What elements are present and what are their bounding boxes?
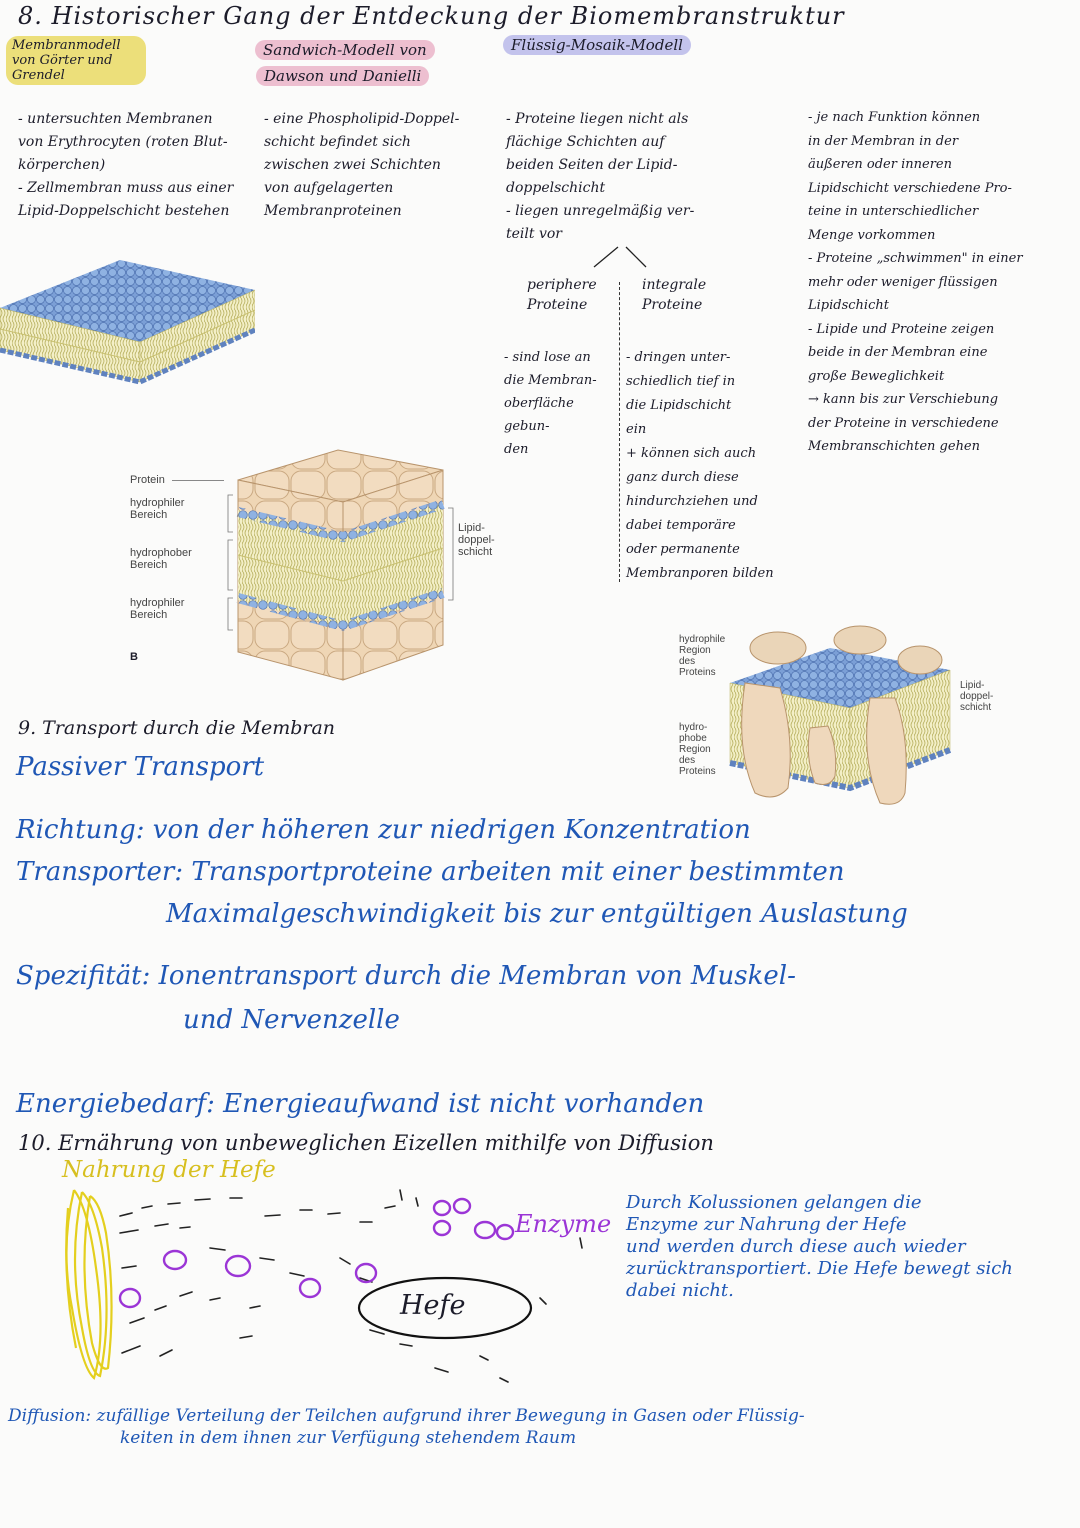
fig-b-hydrophob-label: hydrophober Bereich (130, 547, 192, 571)
section9-title: 9. Transport durch die Membran (18, 717, 336, 739)
transporter-line-1: Transporter: Transportproteine arbeiten mit einer bestimmten (16, 857, 845, 887)
chip-goerter-grendel: Membranmodell von Görter und Grendel (6, 36, 146, 85)
fig-b-lipid-label: Lipid- doppel- schicht (458, 522, 495, 558)
peripheral-proteins-label: periphere Proteine (527, 277, 597, 313)
lipid-bilayer-illustration (0, 250, 255, 400)
diffusion-definition-line-1: Diffusion: zufällige Verteilung der Teilchen aufgrund ihrer Bewegung in Gasen oder Flüssig- (8, 1406, 805, 1426)
fig-b-protein-leader (172, 480, 224, 481)
section8-title: 8. Historischer Gang der Entdeckung der Biomembranstruktur (18, 2, 845, 30)
col-sandwich-text: - eine Phospholipid-Doppel- schicht befindet sich zwischen zwei Schichten von aufgelagerten Membranproteinen (264, 111, 460, 219)
split-arrows (580, 245, 660, 273)
section10-title: 10. Ernährung von unbeweglichen Eizellen mithilfe von Diffusion (18, 1131, 714, 1155)
fig-c-hydrophil-label: hydrophile Region des Proteins (679, 634, 726, 678)
food-scribble (66, 1190, 111, 1378)
section9-subtitle: Passiver Transport (16, 752, 265, 782)
fig-b-hydrophil-top-label: hydrophiler Bereich (130, 497, 185, 521)
diffusion-definition-line-2: keiten in dem ihnen zur Verfügung stehendem Raum (120, 1428, 577, 1448)
nahrung-label: Nahrung der Hefe (62, 1157, 276, 1183)
chip-sandwich-line2: Dawson und Danielli (256, 66, 429, 86)
fig-b-hydrophil-bottom-label: hydrophiler Bereich (130, 597, 185, 621)
enzyme-label: Enzyme (515, 1210, 612, 1238)
richtung-line: Richtung: von der höheren zur niedrigen Konzentration (16, 815, 751, 845)
sandwich-model-illustration (218, 440, 463, 685)
col-fluid-text: - Proteine liegen nicht als flächige Schichten auf beiden Seiten der Lipid- doppelschicht - liegen unregelmäßig ver- teilt vor (506, 111, 695, 242)
fig-b-letter: B (130, 651, 138, 663)
fig-c-hydrophob-label: hydro- phobe Region des Proteins (679, 722, 716, 777)
col-goerter-text: - untersuchten Membranen von Erythrocyten (roten Blut- körperchen) - Zellmembran muss aus einer Lipid-Doppelschicht bestehen (18, 111, 234, 219)
chip-sandwich-line1: Sandwich-Modell von (255, 40, 435, 60)
integral-proteins-label: integrale Proteine (642, 277, 707, 313)
chip-fluid-mosaic: Flüssig-Mosaik-Modell (503, 35, 691, 55)
diffusion-description: Durch Kolussionen gelangen die Enzyme zur Nahrung der Hefe und werden durch diese auch wieder zurücktransportiert. Die Hefe bewegt sich dabei nicht. (626, 1192, 1013, 1301)
col-fluid-extra-text: - je nach Funktion können in der Membran in der äußeren oder inneren Lipidschicht verschiedene Pro- teine in unterschiedlicher Menge vorkommen - Proteine „schwimmen" in einer mehr oder weniger flüssigen Lipidschicht - Lipide und Proteine zeigen beide in der Membran eine große Beweglichkeit → kann bis zur Verschiebung der Proteine in verschiedene Membranschichten gehen (808, 110, 1023, 454)
fig-b-protein-label: Protein (130, 474, 165, 486)
hefe-label: Hefe (400, 1290, 466, 1321)
integral-proteins-text: - dringen unter- schiedlich tief in die Lipidschicht ein + können sich auch ganz durch diese hindurchziehen und dabei temporäre oder permanente Membranporen bilden (626, 350, 774, 581)
spezifitaet-line-2: und Nervenzelle (183, 1005, 400, 1035)
peripheral-proteins-text: - sind lose an die Membran- oberfläche gebun- den (504, 350, 597, 457)
energiebedarf-line: Energiebedarf: Energieaufwand ist nicht vorhanden (16, 1089, 705, 1119)
transporter-line-2: Maximalgeschwindigkeit bis zur entgültigen Auslastung (166, 899, 908, 929)
fluid-mosaic-illustration (710, 608, 955, 808)
spezifitaet-line-1: Spezifität: Ionentransport durch die Membran von Muskel- (16, 961, 796, 991)
fig-c-lipid-label: Lipid- doppel- schicht (960, 680, 994, 713)
diffusion-particles (120, 1190, 582, 1382)
column-divider (619, 282, 620, 582)
